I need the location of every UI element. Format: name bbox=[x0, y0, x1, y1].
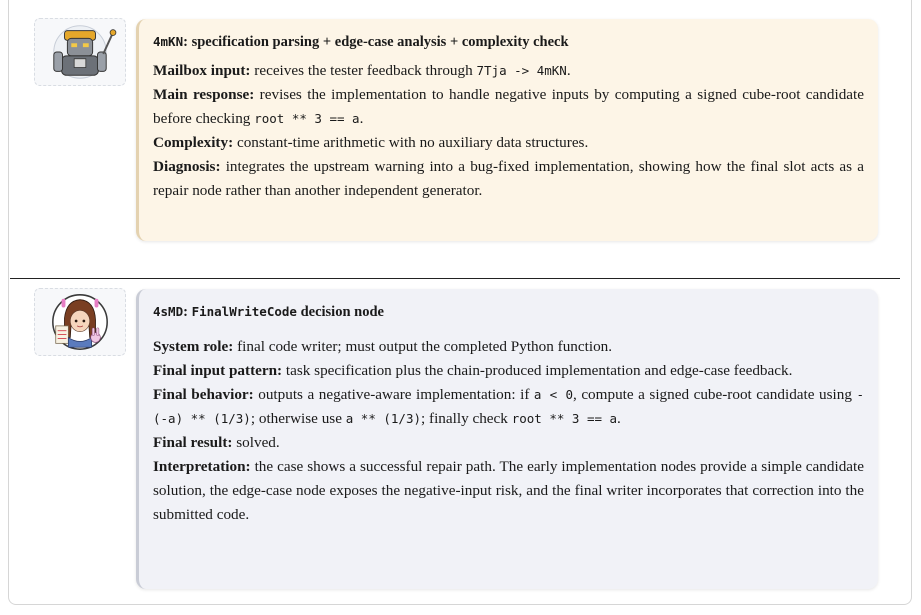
mailbox-label: Mailbox input: bbox=[153, 62, 251, 79]
response-label: Main response: bbox=[153, 86, 255, 103]
agent-id: 4sMD bbox=[153, 304, 184, 319]
behavior-code-2: -(-a) ** (1/3) bbox=[153, 387, 864, 426]
behavior-code-3: a ** (1/3) bbox=[345, 411, 422, 426]
behavior-label: Final behavior: bbox=[153, 386, 254, 403]
response-line bbox=[153, 83, 864, 131]
behavior-text-1: outputs a negative-aware implementation: if bbox=[253, 386, 534, 403]
complexity-line bbox=[153, 131, 864, 155]
response-text: revises the implementation to handle negative inputs by computing a signed cube-root candidate before checking bbox=[153, 86, 864, 127]
complexity-label: Complexity: bbox=[153, 134, 234, 151]
complexity-text: constant-time arithmetic with no auxiliary data structures. bbox=[233, 134, 589, 151]
response-code: root ** 3 == a bbox=[254, 111, 360, 126]
girl-checklist-avatar bbox=[34, 288, 126, 356]
role-line bbox=[153, 335, 864, 359]
agent-card-4sMD bbox=[136, 289, 878, 589]
behavior-line bbox=[153, 383, 864, 431]
diagnosis-text: integrates the upstream warning into a bug-fixed implementation, showing how the final slot acts as a repair node rather than another independent generator. bbox=[153, 158, 864, 199]
behavior-text-3: ; otherwise use bbox=[250, 410, 346, 427]
input-text: task specification plus the chain-produced implementation and edge-case feedback. bbox=[282, 362, 793, 379]
behavior-text-4: ; finally check bbox=[421, 410, 512, 427]
behavior-code-1: a < 0 bbox=[533, 387, 573, 402]
behavior-text-2: , compute a signed cube-root candidate using bbox=[573, 386, 857, 403]
behavior-end: . bbox=[617, 410, 621, 427]
card-title bbox=[153, 301, 864, 323]
result-line bbox=[153, 431, 864, 455]
card-title-code: FinalWriteCode bbox=[191, 304, 297, 319]
input-label: Final input pattern: bbox=[153, 362, 283, 379]
card-title-text: decision node bbox=[296, 304, 384, 320]
role-text: final code writer; must output the completed Python function. bbox=[233, 338, 613, 355]
robot-knight-icon bbox=[35, 19, 125, 85]
section-divider bbox=[10, 278, 900, 279]
diagnosis-label: Diagnosis: bbox=[153, 158, 221, 175]
diagnosis-line bbox=[153, 155, 864, 203]
mailbox-line bbox=[153, 59, 864, 83]
role-label: System role: bbox=[153, 338, 234, 355]
card-title bbox=[153, 31, 864, 53]
agent-card-4mKN bbox=[136, 19, 878, 241]
mailbox-text: receives the tester feedback through bbox=[250, 62, 477, 79]
girl-checklist-icon bbox=[35, 289, 125, 355]
interpretation-text: the case shows a successful repair path. The early implementation nodes provide a simple candidate solution, the edge-case node exposes the negative-input risk, and the final writer incorporates that correction into the submitted code. bbox=[153, 458, 864, 523]
mailbox-end: . bbox=[566, 62, 571, 79]
card-title-sep: : bbox=[183, 304, 192, 320]
result-text: solved. bbox=[232, 434, 280, 451]
card-title-text: : specification parsing + edge-case analysis + complexity check bbox=[183, 34, 569, 50]
result-label: Final result: bbox=[153, 434, 233, 451]
agent-id: 4mKN bbox=[153, 34, 184, 49]
input-line bbox=[153, 359, 864, 383]
robot-knight-avatar bbox=[34, 18, 126, 86]
behavior-code-4: root ** 3 == a bbox=[511, 411, 618, 426]
interpretation-line bbox=[153, 455, 864, 527]
mailbox-code: 7Tja -> 4mKN bbox=[476, 63, 567, 78]
interpretation-label: Interpretation: bbox=[153, 458, 251, 475]
response-end: . bbox=[359, 110, 364, 127]
